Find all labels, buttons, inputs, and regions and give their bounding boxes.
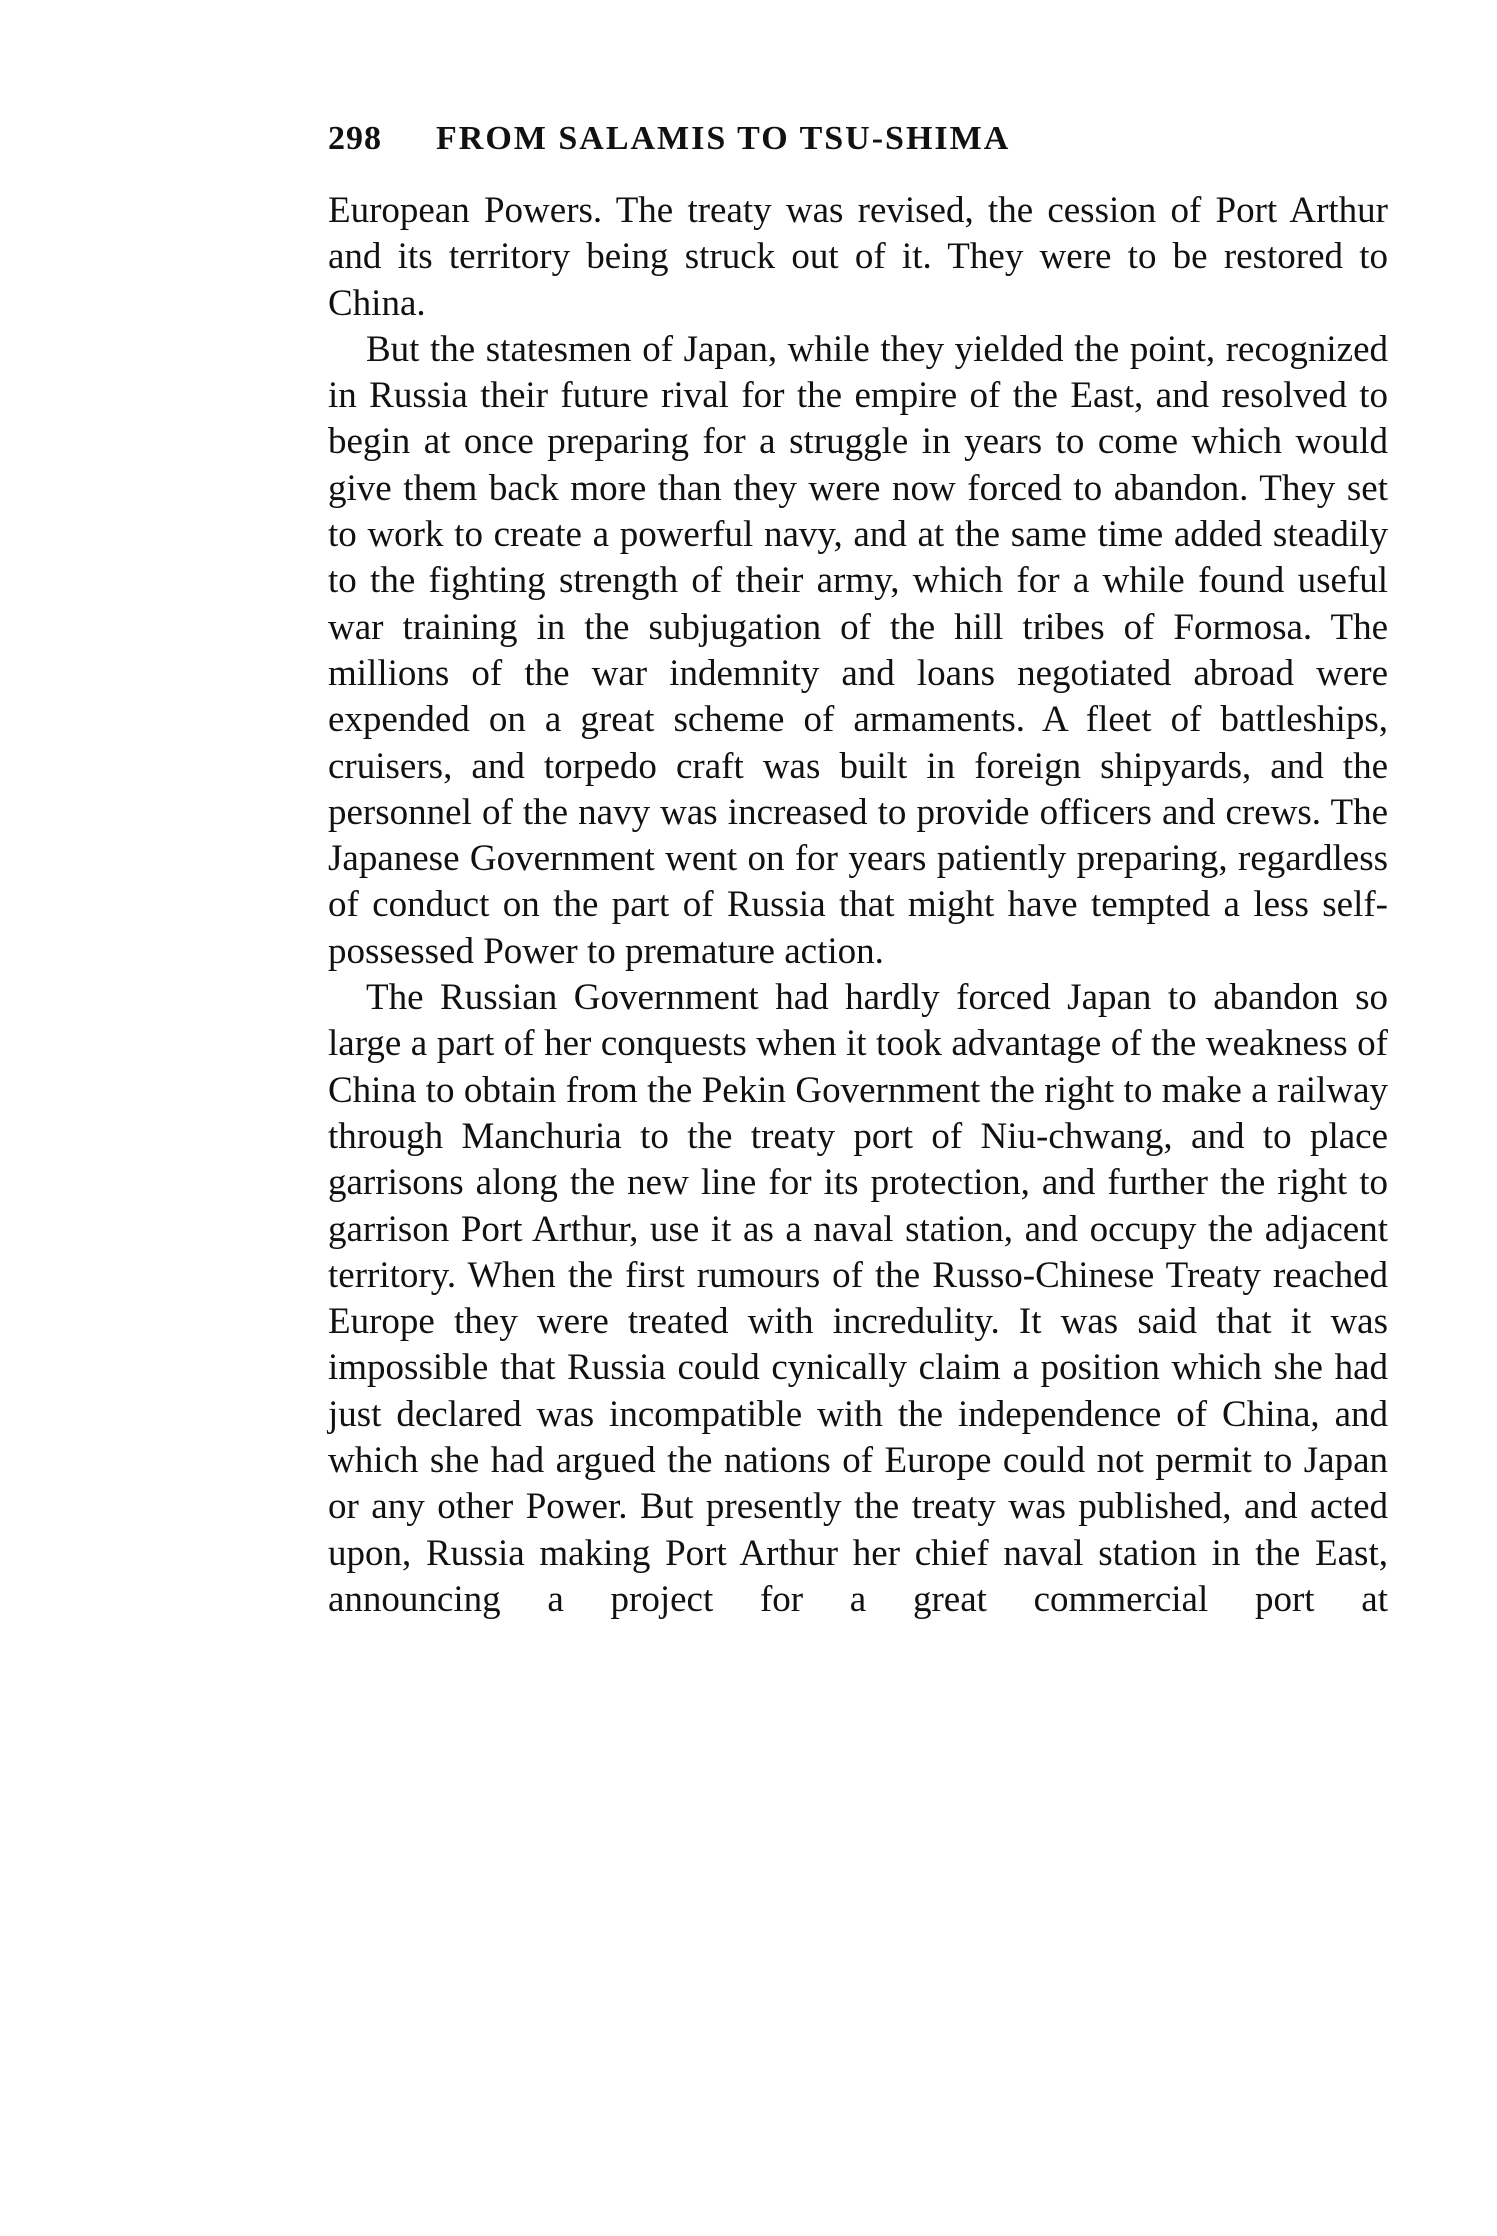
paragraph-3: The Russian Government had hardly forced Japan to abandon so large a part of her conquests when it took advantage of the weakness of China to obtain from the Pekin Government the right to make a railway through Manchuria to the treaty port of Niu-chwang, and to place garrisons along the new line for its protection, and further the right to garrison Port Arthur, use it as a naval station, and occupy the adjacent territory. When the first rumours of the Russo-Chinese Treaty reached Europe they were treated with incredulity. It was said that it was impossible that Russia could cynically claim a position which she had just declared was incompatible with the independence of China, and which she had argued the nations of Europe could not permit to Japan or any other Power. But presently the treaty was published, and acted upon, Russia making Port Arthur her chief naval station in the East, announcing a project for a great commercial port at: [328, 977, 1388, 1620]
paragraph-2: But the statesmen of Japan, while they yielded the point, recognized in Russia their future rival for the empire of the East, and resolved to begin at once preparing for a struggle in years to come which would give them back more than they were now forced to abandon. They set to work to create a powerful navy, and at the same time added steadily to the fighting strength of their army, which for a while found useful war training in the subjugation of the hill tribes of Formosa. The millions of the war indemnity and loans negotiated abroad were expended on a great scheme of armaments. A fleet of battleships, cruisers, and torpedo craft was built in foreign shipyards, and the personnel of the navy was increased to provide officers and crews. The Japanese Government went on for years patiently preparing, regardless of conduct on the part of Russia that might have tempted a less self-possessed Power to premature action.: [328, 328, 1388, 972]
book-page: [328, 120, 1388, 1623]
paragraph-1: European Powers. The treaty was revised, the cession of Port Arthur and its territory being struck out of it. They were to be restored to China.: [328, 190, 1388, 324]
page-number: 298: [328, 120, 382, 157]
running-title: FROM SALAMIS TO TSU-SHIMA: [436, 120, 1011, 157]
page-header: [328, 120, 1388, 186]
body-text: [328, 188, 1388, 1623]
